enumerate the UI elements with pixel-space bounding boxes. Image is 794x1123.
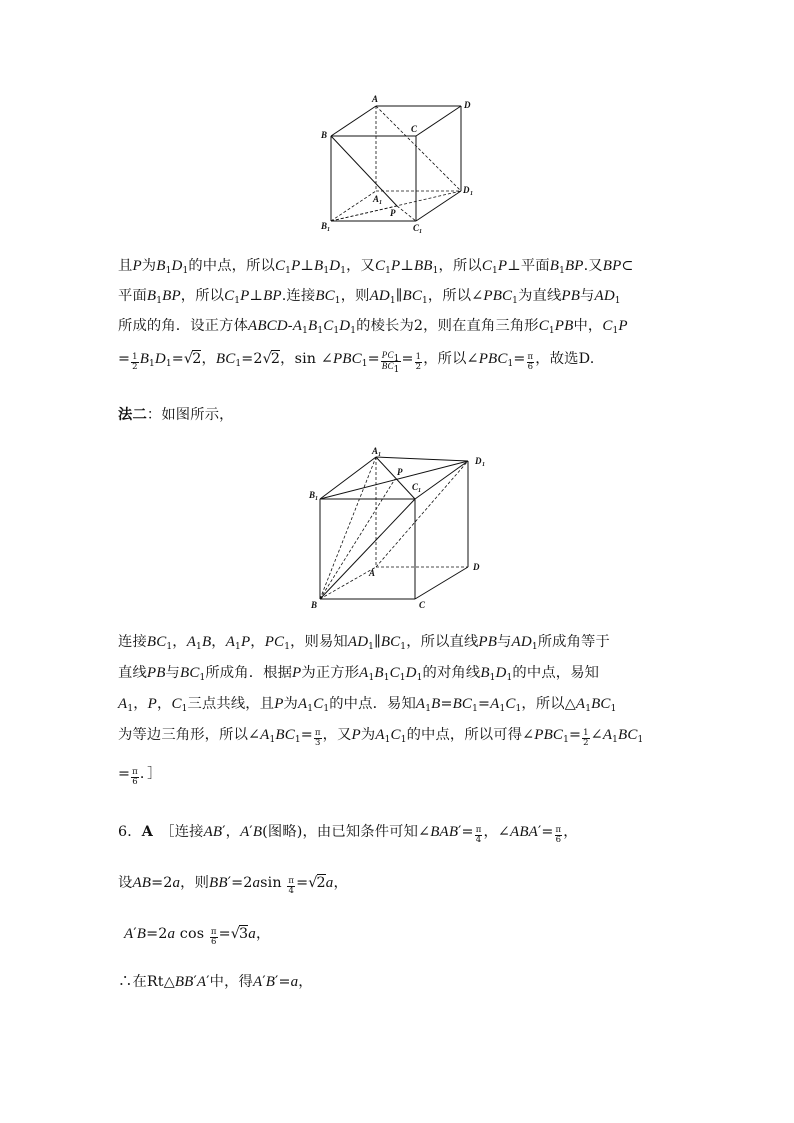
text-line-6 [118, 632, 610, 652]
label2-P: P [397, 467, 403, 477]
text-line-13 [124, 924, 270, 947]
text-line-9 [118, 725, 643, 748]
label-B1-sub: 1 [327, 227, 330, 233]
line12-text: 设AB=2a，则BB′=2asin $\frac{\pi}{4}$ =√2a， [118, 875, 348, 896]
text-line-12 [118, 873, 348, 896]
text-line-5 [118, 405, 234, 425]
line2-text: 平面$B_1BP$，所以$C_1P\perp BP$.连接$BC_1$，则$AD_1\parallel BC_1$，所以$\angle PBC_1$为直线PB与$AD_1$ [118, 288, 621, 306]
label-A1: A [373, 194, 380, 204]
label2-C: C [419, 600, 426, 610]
line8-text: $A_1$，P，$C_1$三点共线，且P为$A_1C_1$的中点．易知$A_1B=BC_1=A_1C_1$，所以$\triangle A_1BC_1$ [118, 696, 617, 714]
text-line-11 [118, 822, 578, 845]
line9-text: 为等边三角形，所以$\angle A_1BC_1=$ $\frac{\pi}{3}$ ，又P为$A_1C_1$的中点，所以可得$\angle PBC_1=$ $\frac{1}{2}$ $\angle A_1BC_1$ [118, 727, 644, 748]
label2-B1: B [309, 490, 316, 500]
label2-B: B [311, 600, 318, 610]
line6-text: 连接$BC_1$，$A_1B$，$A_1P$，$PC_1$，则易知$AD_1\parallel BC_1$，所以直线PB与$AD_1$所成角等于 [118, 634, 610, 652]
label2-D1-sub: 1 [482, 462, 485, 468]
label-D1: D [463, 185, 470, 195]
line11-text: 6．A ［连接AB′，A′B(图略)，由已知条件可知∠BAB′= $\frac{\pi}{4}$ ，∠ABA′= $\frac{\pi}{6}$ ， [118, 824, 578, 845]
label-D1-sub: 1 [470, 191, 473, 197]
label2-A1: A [372, 446, 379, 456]
cube-figure-1 [310, 92, 485, 237]
text-line-2 [118, 286, 621, 306]
label-D: D [464, 100, 471, 110]
label2-C1: C [412, 482, 419, 492]
line4-text: = $\frac{1}{2}$ $B_1D_1=√2$，$BC_1=2√2$，$\sin \angle PBC_1=$ $\frac{PC_1}{BC_1}$ = $\frac{1}{2}$ ，所以$\angle PBC_1=$ $\frac{\pi}{6}$ ，故选D. [118, 350, 595, 375]
text-line-3 [118, 316, 628, 336]
label-C1-sub: 1 [419, 229, 422, 235]
label-A: A [372, 94, 379, 104]
line7-text: 直线PB与$BC_1$所成角．根据P为正方形$A_1B_1C_1D_1$的对角线$B_1D_1$的中点，易知 [118, 665, 600, 683]
cube-figure-2 [300, 444, 500, 614]
label2-D: D [473, 562, 480, 572]
label-C: C [411, 124, 418, 134]
line1-text: 且P为$B_1D_1$的中点，所以$C_1P\perp B_1D_1$，又$C_1P\perp BB_1$，所以$C_1P\perp$平面$B_1BP$.又BP⊂ [118, 258, 634, 276]
label-C1: C [413, 223, 420, 233]
text-line-7 [118, 663, 599, 683]
label-B: B [321, 130, 328, 140]
label2-C1-sub: 1 [418, 488, 421, 494]
label2-B1-sub: 1 [315, 496, 318, 502]
line14-text: ∴在Rt△BB′A′中，得A′B′=a， [118, 974, 313, 990]
line10-text: = $\frac{\pi}{6}$ ．］ [118, 766, 162, 787]
line5-text: 法二：如图所示， [118, 407, 234, 423]
line13-text: A′B=2a cos $\frac{\pi}{6}$ =√3a， [124, 926, 271, 947]
line3-text: 所成的角．设正方体ABCD-$A_1B_1C_1D_1$的棱长为2，则在直角三角形$C_1PB$中，$C_1P$ [118, 318, 628, 336]
label2-A: A [369, 568, 376, 578]
text-line-1 [118, 256, 634, 276]
label-A1-sub: 1 [379, 200, 382, 206]
text-line-14 [118, 972, 313, 992]
text-line-4 [118, 349, 595, 375]
label2-D1: D [475, 456, 482, 466]
label-P: P [390, 208, 396, 218]
label2-A1-sub: 1 [378, 452, 381, 458]
label-B1: B [321, 221, 328, 231]
text-line-10 [118, 764, 162, 787]
text-line-8 [118, 694, 616, 714]
